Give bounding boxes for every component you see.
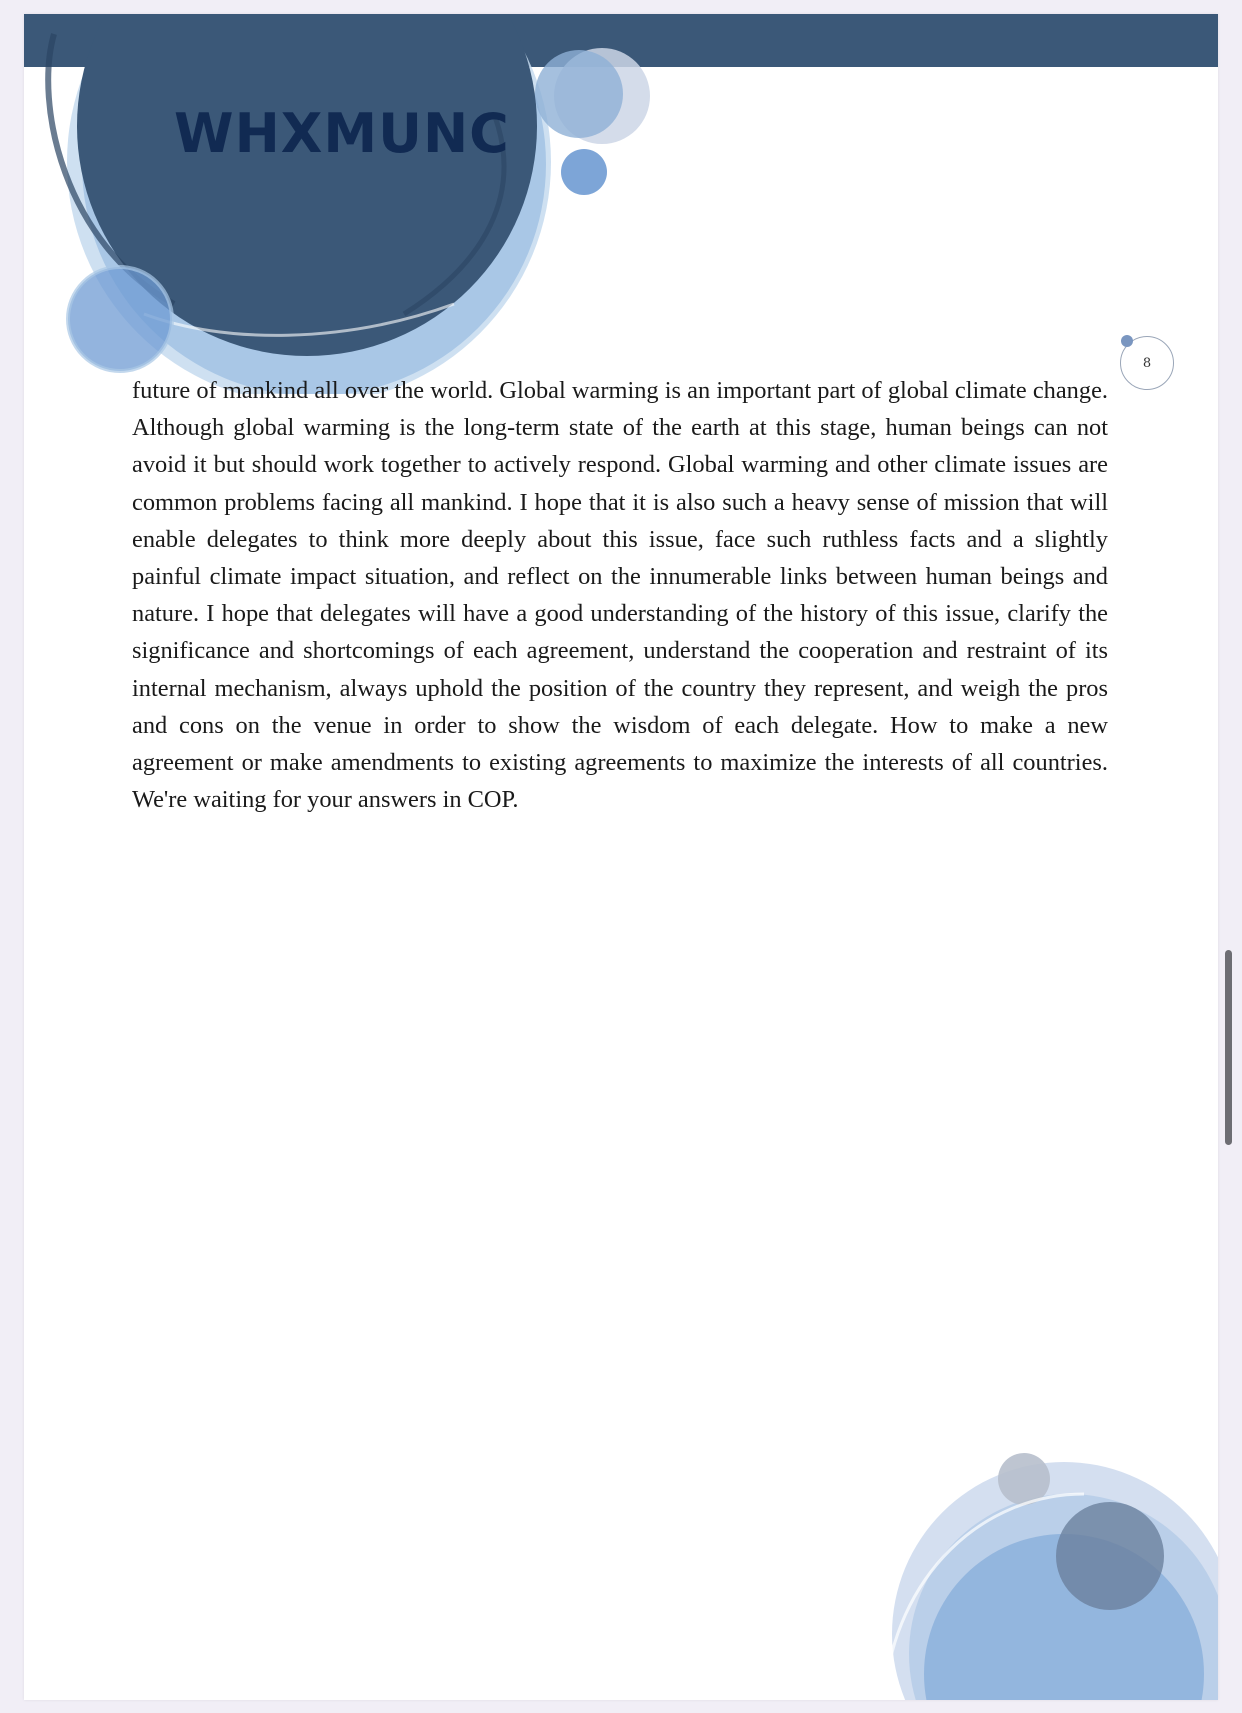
scrollbar-thumb[interactable] xyxy=(1225,950,1232,1145)
body-paragraph: future of mankind all over the world. Global warming is an important part of global climate change. Although global warming is the long-term state of the earth at this stage, human beings can not avoid it but should work together to actively respond. Global warming and other climate issues are common problems facing all mankind. I hope that it is also such a heavy sense of mission that will enable delegates to think more deeply about this issue, face such ruthless facts and a slightly painful climate impact situation, and reflect on the innumerable links between human beings and nature. I hope that delegates will have a good understanding of the history of this issue, clarify the significance and shortcomings of each agreement, understand the cooperation and restraint of its internal mechanism, always uphold the position of the country they represent, and weigh the pros and cons on the venue in order to show the wisdom of each delegate. How to make a new agreement or make amendments to existing agreements to maximize the interests of all countries. We're waiting for your answers in COP. xyxy=(132,377,1108,814)
bottom-watercolor-decoration xyxy=(24,14,1218,1700)
brand-title: WHXMUNC xyxy=(174,102,510,165)
page-number: 8 xyxy=(1142,355,1152,371)
document-page xyxy=(24,14,1218,1700)
